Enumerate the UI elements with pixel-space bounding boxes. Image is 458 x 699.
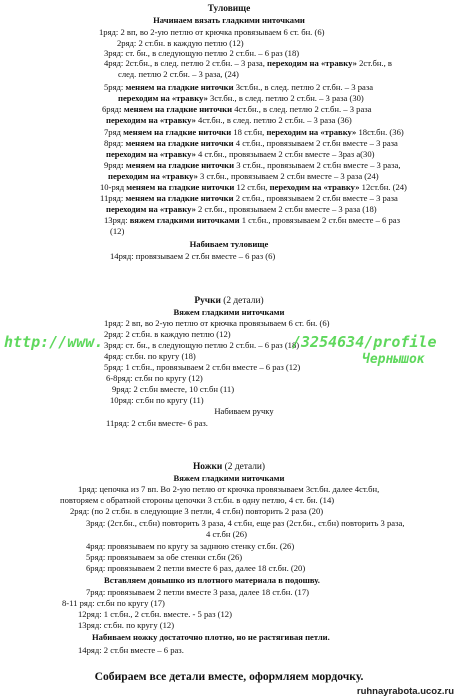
torso-row-13-cont: (12)	[110, 226, 125, 236]
handles-row-10: 10ряд: ст.бн по кругу (11)	[110, 395, 204, 405]
torso-row-6: 6ряд: меняем на гладкие ниточки 4ст.бн., в след. петлю 2 ст.бн. – 3 раза	[102, 104, 372, 114]
legs-row-3-cont: 4 ст.бн (26)	[206, 529, 247, 539]
watermark-url-left: http://www.	[4, 333, 104, 351]
legs-row-4: 4ряд: провязываем по кругу за заднюю стенку ст.бн. (26)	[86, 541, 295, 551]
torso-row-13: 13ряд: вяжем гладкими ниточками 1 ст.бн., провязываем 2 ст.бн вместе – 6 раз	[104, 215, 400, 225]
torso-row-5: 5ряд: меняем на гладкие ниточки 3ст.бн., в след. петлю 2 ст.бн. – 3 раза	[104, 82, 374, 92]
torso-row-11: 11ряд: меняем на гладкие ниточки 2 ст.бн., провязываем 2 ст.бн вместе – 3 раза	[100, 193, 398, 203]
legs-row-12: 12ряд: 1 ст.бн., 2 ст.бн. вместе. - 5 раз (12)	[78, 609, 232, 619]
handles-intro: Вяжем гладкими ниточками	[173, 307, 285, 317]
legs-row-7: 7ряд: провязываем 2 петли вместе 3 раза, далее 18 ст.бн. (17)	[86, 587, 310, 597]
legs-row-1: 1ряд: цепочка из 7 вп. Во 2-ую петлю от крючка провязываем 3ст.бн. далее 4ст.бн,	[78, 484, 380, 494]
section-title-legs: Ножки (2 детали)	[192, 462, 266, 472]
handles-row-11: 11ряд: 2 ст.бн вместе- 6 раз.	[106, 418, 208, 428]
torso-row-4-grass: переходим на «травку»	[267, 58, 357, 68]
legs-row-1-cont: повторяем с обратной стороны цепочки 3 ст.бн. в одну петлю, 4 ст. бн. (14)	[60, 495, 335, 505]
torso-row-7: 7ряд меняем на гладкие ниточки 18 ст.бн, переходим на «травку» 18ст.бн. (36)	[104, 127, 404, 137]
torso-row-10: 10-ряд меняем на гладкие ниточки 12 ст.бн, переходим на «травку» 12ст.бн. (24)	[100, 182, 407, 192]
legs-row-5: 5ряд: провязываем за обе стенки ст.бн (26)	[86, 552, 243, 562]
torso-row-8: 8ряд: меняем на гладкие ниточки 4 ст.бн., провязываем 2 ст.бн вместе – 3 раза	[104, 138, 398, 148]
legs-row-3: 3ряд: (2ст.бн., ст.бн) повторить 3 раза, 4 ст.бн, еще раз (2ст.бн., ст.бн) повторить 3 раза,	[86, 518, 405, 528]
watermark-url-right: /3254634/profile	[292, 333, 437, 351]
source-site: ruhnayrabota.ucoz.ru	[356, 686, 454, 697]
torso-row-4-a: 4ряд: 2ст.бн., в след. петлю 2 ст.бн. – 3 раза,	[104, 58, 265, 68]
legs-row-14: 14ряд: 2 ст.бн вместе – 6 раз.	[78, 645, 184, 655]
handles-row-2: 2ряд: 2 ст.бн. в каждую петлю (12)	[104, 329, 231, 339]
torso-row-6-cont: переходим на «травку» 4ст.бн., в след. петлю 2 ст.бн. – 3 раза (36)	[106, 115, 352, 125]
legs-row-8-11: 8-11 ряд: ст.бн по кругу (17)	[62, 598, 165, 608]
torso-row-4-b: 2ст.бн., в	[359, 58, 392, 68]
torso-row-1: 1ряд: 2 вп, во 2-ую петлю от крючка провязываем 6 ст. бн. (6)	[99, 27, 325, 37]
handles-row-6-8: 6-8ряд: ст.бн по кругу (12)	[106, 373, 203, 383]
torso-row-5-cont: переходим на «травку» 3ст.бн., в след. петлю 2 ст.бн. – 3 раза (30)	[118, 93, 364, 103]
final-instruction: Собираем все детали вместе, оформляем мордочку.	[94, 670, 364, 683]
legs-intro: Вяжем гладкими ниточками	[173, 473, 285, 483]
handles-row-5: 5ряд: 1 ст.бн., провязываем 2 ст.бн вместе – 6 раз (12)	[104, 362, 301, 372]
torso-row-9: 9ряд: меняем на гладкие ниточки 3 ст.бн., провязываем 2 ст.бн вместе – 3 раза,	[104, 160, 401, 170]
torso-row-4-cont: след. петлю 2 ст.бн. – 3 раза, (24)	[118, 69, 239, 79]
handles-row-3: 3ряд: ст. бн., в следующую петлю 2 ст.бн. – 6 раз (18)	[104, 340, 300, 350]
legs-row-6: 6ряд: провязываем 2 петли вместе 6 раз, далее 18 ст.бн. (20)	[86, 563, 306, 573]
legs-row-2: 2ряд: (по 2 ст.бн. в следующие 3 петли, 4 ст.бн) повторить 2 раза (20)	[70, 506, 324, 516]
torso-intro: Начинаем вязать гладкими ниточками	[153, 15, 305, 25]
watermark-author: Чернышок	[362, 352, 425, 367]
torso-row-2: 2ряд: 2 ст.бн. в каждую петлю (12)	[117, 38, 244, 48]
handles-fill-note: Набиваем ручку	[214, 406, 274, 416]
torso-row-9-cont: переходим на «травку» 3 ст.бн., провязываем 2 ст.бн вместе – 3 раза (24)	[108, 171, 379, 181]
legs-row-13: 13ряд: ст.бн. по кругу (12)	[78, 620, 175, 630]
handles-row-4: 4ряд: ст.бн. по кругу (18)	[104, 351, 196, 361]
section-title-torso: Туловище	[207, 4, 251, 14]
torso-row-14: 14ряд: провязываем 2 ст.бн вместе – 6 раз (6)	[110, 251, 276, 261]
handles-row-9: 9ряд: 2 ст.бн вместе, 10 ст.бн (11)	[112, 384, 235, 394]
torso-row-4	[104, 58, 392, 68]
torso-fill-note: Набиваем туловище	[189, 239, 269, 249]
legs-fill-note: Набиваем ножку достаточно плотно, но не растягивая петли.	[92, 632, 330, 642]
legs-sole-note: Вставляем донышко из плотного материала в подошву.	[104, 575, 320, 585]
handles-row-1: 1ряд: 2 вп, во 2-ую петлю от крючка провязываем 6 ст. бн. (6)	[104, 318, 330, 328]
torso-row-8-cont: переходим на «травку» 4 ст.бн., провязываем 2 ст.бн вместе – 3раз а(30)	[106, 149, 375, 159]
torso-row-3: 3ряд: ст. бн., в следующую петлю 2 ст.бн. – 6 раз (18)	[104, 48, 300, 58]
torso-row-11-cont: переходим на «травку» 2 ст.бн., провязываем 2 ст.бн вместе – 3 раза (18)	[106, 204, 377, 214]
section-title-handles: Ручки (2 детали)	[194, 296, 264, 306]
